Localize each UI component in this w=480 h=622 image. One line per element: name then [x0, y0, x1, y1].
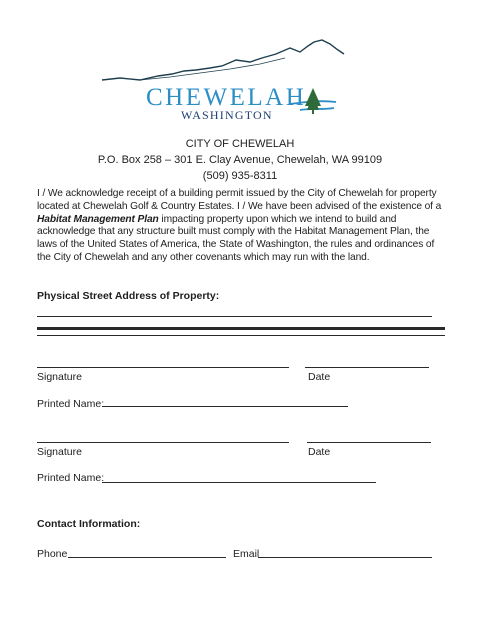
city-phone: (509) 935-8311 [202, 170, 278, 182]
printed-name-line-1[interactable] [102, 406, 348, 407]
date-line-2[interactable] [307, 442, 431, 443]
contact-heading: Contact Information: [37, 518, 141, 530]
printed-name-line-2[interactable] [102, 482, 376, 483]
address-field-line[interactable] [37, 316, 432, 317]
habitat-plan-emphasis: Habitat Management Plan [37, 213, 159, 225]
signature-label-2: Signature [37, 446, 82, 458]
section-divider [37, 327, 445, 330]
logo-state-name: WASHINGTON [181, 108, 273, 122]
mountain-ridge-icon [102, 40, 344, 80]
signature-line-2[interactable] [37, 442, 289, 443]
signature-line-1[interactable] [37, 367, 289, 368]
acknowledgement-statement [37, 188, 445, 265]
phone-field-line[interactable] [68, 557, 226, 558]
date-label-2: Date [308, 446, 331, 458]
date-line-1[interactable] [305, 367, 429, 368]
email-label: Email [233, 548, 260, 560]
email-field-line[interactable] [258, 557, 432, 558]
printed-name-label-2: Printed Name: [37, 472, 105, 484]
signature-label-1: Signature [37, 371, 82, 383]
city-title: CITY OF CHEWELAH [185, 138, 295, 150]
date-label-1: Date [308, 371, 331, 383]
phone-label: Phone [37, 548, 68, 560]
logo-city-name: CHEWELAH [146, 84, 307, 111]
address-heading: Physical Street Address of Property: [37, 290, 220, 302]
city-address: P.O. Box 258 – 301 E. Clay Avenue, Chewelah, WA 99109 [97, 154, 383, 166]
section-divider-thin [37, 335, 445, 336]
statement-part-1: I / We acknowledge receipt of a building permit issued by the City of Chewelah for property located at Chewelah Golf & Country Estates. I / We have been advised of the existence of a [37, 188, 442, 212]
statement-part-2: impacting property upon which we intend to build and acknowledge that any structure built must comply with the Habitat Management Plan, the laws of the United States of America, the State of Washington, the rules and ordinances of the City of Chewelah and any other covenants which may run with the land. [37, 213, 435, 263]
printed-name-label-1: Printed Name: [37, 398, 105, 410]
